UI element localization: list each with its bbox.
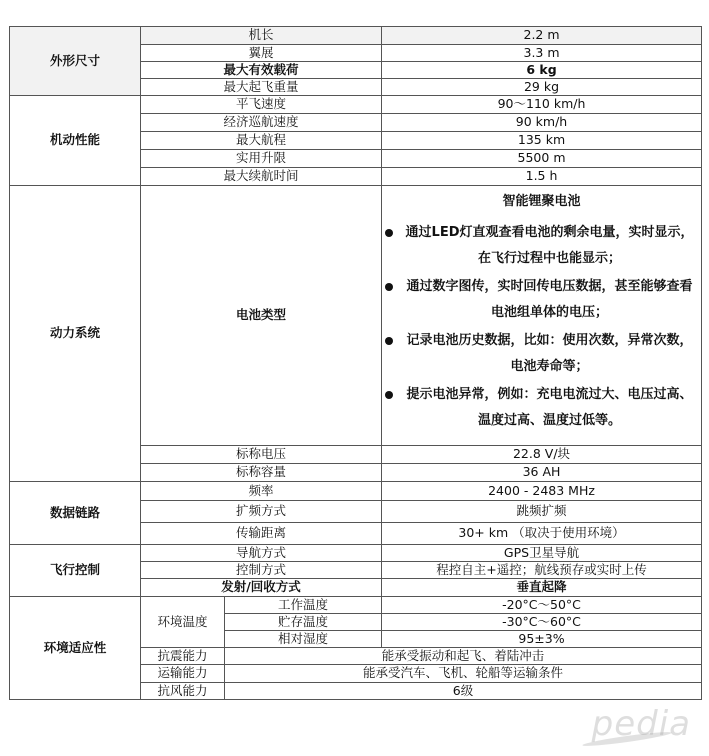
label-launch: 发射/回收方式	[141, 579, 382, 597]
label-frequency: 频率	[141, 482, 382, 501]
value-navigation: GPS卫星导航	[382, 545, 702, 562]
label-battery-type: 电池类型	[141, 186, 382, 446]
label-storage-temp: 贮存温度	[225, 614, 382, 631]
label-humidity: 相对湿度	[225, 631, 382, 648]
value-launch: 垂直起降	[382, 579, 702, 597]
list-item: 通过LED灯直观查看电池的剩余电量，实时显示，在飞行过程中也能显示；	[385, 220, 698, 272]
battery-title: 智能锂聚电池	[502, 194, 581, 209]
label-length: 机长	[141, 27, 382, 45]
label-transport: 运输能力	[141, 665, 225, 683]
value-work-temp: -20°C～50°C	[382, 597, 702, 614]
value-ceiling: 5500 m	[382, 150, 702, 168]
bullet-icon	[385, 283, 393, 291]
label-ceiling: 实用升限	[141, 150, 382, 168]
label-endurance: 最大续航时间	[141, 168, 382, 186]
value-storage-temp: -30°C～60°C	[382, 614, 702, 631]
value-range: 135 km	[382, 132, 702, 150]
value-cruise-speed: 90～110 km/h	[382, 96, 702, 114]
watermark: pedia	[592, 704, 691, 744]
label-work-temp: 工作温度	[225, 597, 382, 614]
value-distance: 30+ km （取决于使用环境）	[382, 523, 702, 545]
label-distance: 传输距离	[141, 523, 382, 545]
value-frequency: 2400 - 2483 MHz	[382, 482, 702, 501]
category-flight-control: 飞行控制	[10, 545, 141, 597]
label-spread: 扩频方式	[141, 501, 382, 523]
spec-table	[9, 26, 702, 700]
label-capacity: 标称容量	[141, 464, 382, 482]
value-control: 程控自主+遥控；航线预存或实时上传	[382, 562, 702, 579]
label-navigation: 导航方式	[141, 545, 382, 562]
value-transport: 能承受汽车、飞机、轮船等运输条件	[225, 665, 702, 683]
value-eco-speed: 90 km/h	[382, 114, 702, 132]
label-shock: 抗震能力	[141, 648, 225, 665]
category-datalink: 数据链路	[10, 482, 141, 545]
category-power: 动力系统	[10, 186, 141, 482]
label-range: 最大航程	[141, 132, 382, 150]
label-voltage: 标称电压	[141, 446, 382, 464]
value-spread: 跳频扩频	[382, 501, 702, 523]
label-payload: 最大有效载荷	[141, 62, 382, 79]
label-wingspan: 翼展	[141, 45, 382, 62]
bullet-icon	[385, 337, 393, 345]
value-voltage: 22.8 V/块	[382, 446, 702, 464]
label-mtow: 最大起飞重量	[141, 79, 382, 96]
value-endurance: 1.5 h	[382, 168, 702, 186]
value-length: 2.2 m	[382, 27, 702, 45]
battery-description	[382, 186, 702, 446]
value-humidity: 95±3%	[382, 631, 702, 648]
value-payload: 6 kg	[382, 62, 702, 79]
category-dimensions: 外形尺寸	[10, 27, 141, 96]
list-item: 通过数字图传，实时回传电压数据，甚至能够查看电池组单体的电压；	[385, 274, 698, 326]
list-item: 记录电池历史数据，比如：使用次数，异常次数，电池寿命等；	[385, 328, 698, 380]
bullet-icon	[385, 229, 393, 237]
value-mtow: 29 kg	[382, 79, 702, 96]
label-eco-speed: 经济巡航速度	[141, 114, 382, 132]
value-wingspan: 3.3 m	[382, 45, 702, 62]
category-environment: 环境适应性	[10, 597, 141, 700]
bullet-icon	[385, 391, 393, 399]
value-shock: 能承受振动和起飞、着陆冲击	[225, 648, 702, 665]
value-wind: 6级	[225, 683, 702, 700]
label-wind: 抗风能力	[141, 683, 225, 700]
label-control: 控制方式	[141, 562, 382, 579]
value-capacity: 36 AH	[382, 464, 702, 482]
list-item: 提示电池异常，例如：充电电流过大、电压过高、温度过高、温度过低等。	[385, 382, 698, 434]
label-cruise-speed: 平飞速度	[141, 96, 382, 114]
battery-feature-list	[385, 220, 698, 434]
label-temperature-group: 环境温度	[141, 597, 225, 648]
category-performance: 机动性能	[10, 96, 141, 186]
